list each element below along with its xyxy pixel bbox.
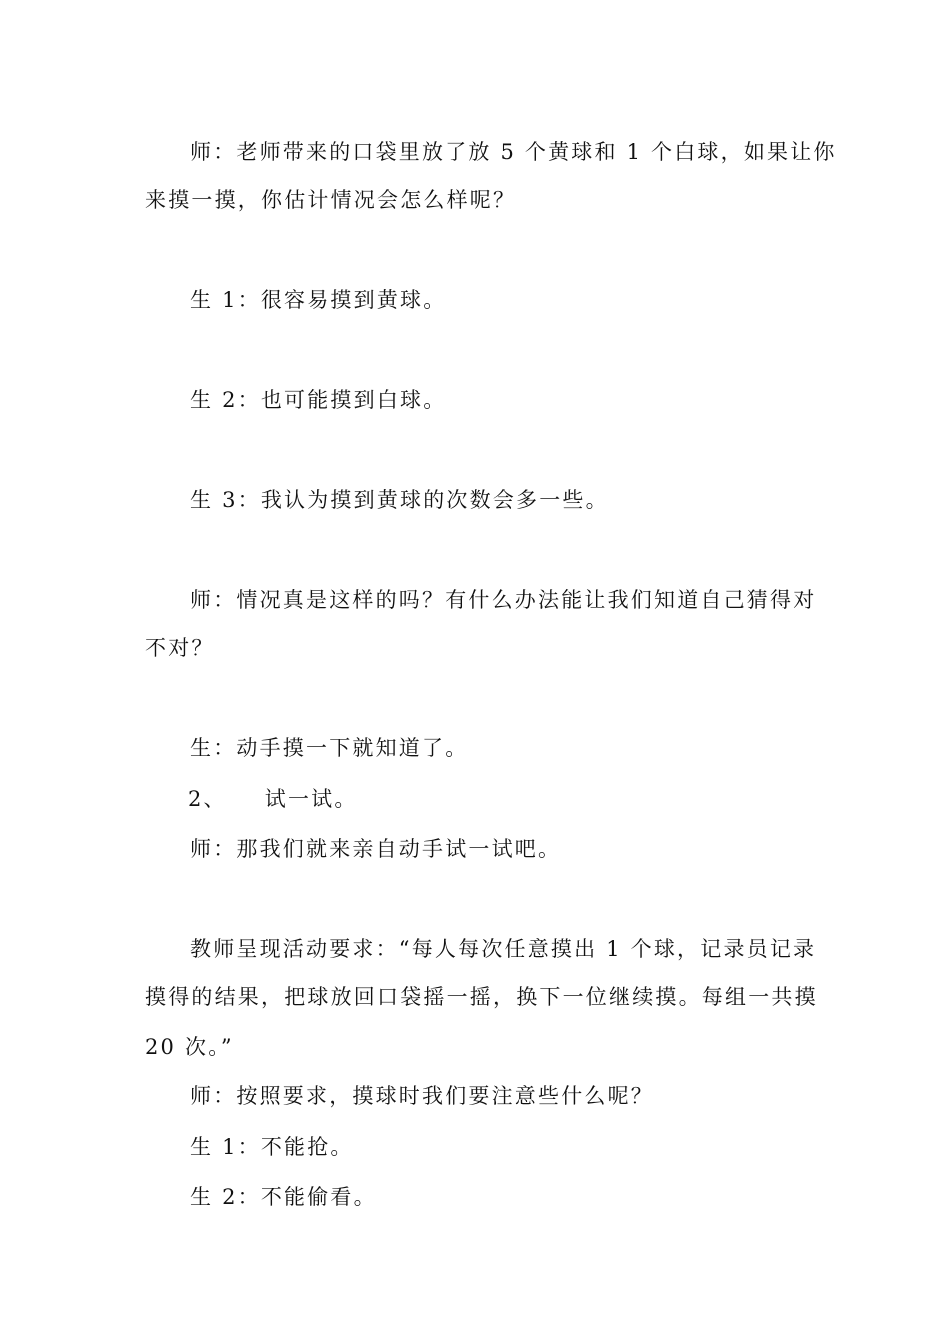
paragraph-teacher-attention: 师：按照要求，摸球时我们要注意些什么呢？ [190,1084,654,1108]
paragraph-student2-answer: 生 2：也可能摸到白球。 [190,388,447,412]
numbered-item-number: 2、 [188,787,227,811]
paragraph-student3-answer: 生 3：我认为摸到黄球的次数会多一些。 [190,488,609,512]
paragraph-student2-rule: 生 2：不能偷看。 [190,1185,377,1209]
paragraph-student-reply: 生：动手摸一下就知道了。 [190,736,469,760]
paragraph-student1-answer: 生 1：很容易摸到黄球。 [190,288,447,312]
paragraph-activity-requirement-line-2: 摸得的结果，把球放回口袋摇一摇，换下一位继续摸。每组一共摸 [145,985,818,1009]
paragraph-activity-requirement-line-1: 教师呈现活动要求：“每人每次任意摸出 1 个球，记录员记录 [190,937,817,961]
paragraph-teacher-invite: 师：那我们就来亲自动手试一试吧。 [190,837,562,861]
paragraph-student1-rule: 生 1：不能抢。 [190,1135,354,1159]
paragraph-teacher-followup-line-2: 不对？ [145,636,215,660]
numbered-item-text: 试一试。 [264,787,358,811]
paragraph-teacher-question-line-2: 来摸一摸，你估计情况会怎么样呢？ [145,188,517,212]
paragraph-teacher-followup-line-1: 师：情况真是这样的吗？有什么办法能让我们知道自己猜得对 [190,588,817,612]
paragraph-activity-requirement-line-3: 20 次。” [145,1035,234,1059]
paragraph-teacher-question-line-1: 师：老师带来的口袋里放了放 5 个黄球和 1 个白球，如果让你 [190,140,837,164]
numbered-item-try-it [188,785,358,813]
